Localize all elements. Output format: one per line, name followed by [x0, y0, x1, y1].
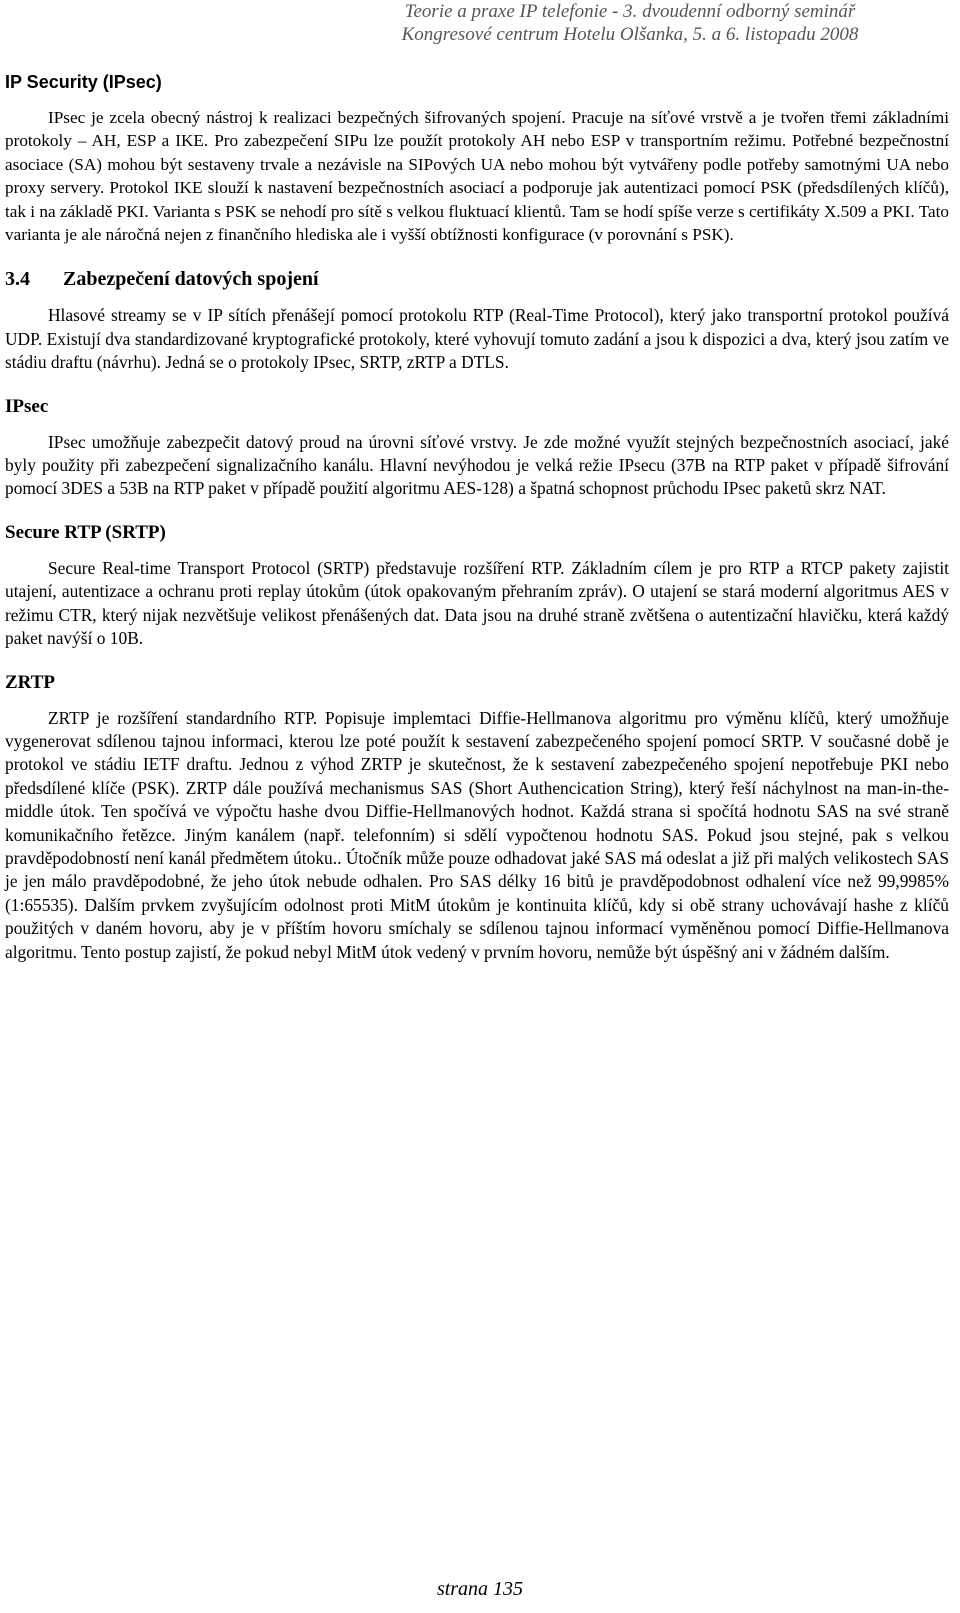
srtp-paragraph: Secure Real-time Transport Protocol (SRTP) představuje rozšíření RTP. Základním cílem je pro RTP a RTCP pakety zajistit utajení, autentizace a ochranu proti replay útokům (útok opakovaným přehraním zpráv). O utajení se stará moderní algoritmus AES v režimu CTR, který nijak nezvětšuje velikost přenášených dat. Data jsou na druhé straně zvětšena o autentizační hlavičku, která každý paket navýší o 10B. [5, 557, 949, 649]
chapter-number: 3.4 [5, 268, 30, 291]
chapter-paragraph: Hlasové streamy se v IP sítích přenášejí pomocí protokolu RTP (Real-Time Protocol), který jako transportní protokol používá UDP. Existují dva standardizované kryptografické protokoly, které vyhovují tomuto zadání a jsou k dispozici a dva, který jsou zatím ve stádiu draftu (návrhu). Jedná se o protokoly IPsec, SRTP, zRTP a DTLS. [5, 305, 949, 373]
zrtp-paragraph: ZRTP je rozšíření standardního RTP. Popisuje implemtaci Diffie-Hellmanova algoritmu pro výměnu klíčů, který umožňuje vygenerovat sdílenou tajnou informaci, kterou lze poté použít k sestavení zabezpečeného spojení pomocí SRTP. V současné době je protokol ve stádiu IETF draftu. Jednou z výhod ZRTP je skutečnost, že k sestavení zabezpečeného spojení nepotřebuje PKI nebo předsdílené klíče (PSK). ZRTP dále používá mechanismus SAS (Short Authencication String), který řeší náchylnost na man-in-the-middle útok. Ten spočívá ve výpočtu hashe dvou Diffie-Hellmanových hodnot. Každá strana si spočítá hodnotu SAS na své straně komunikačního řetězce. Jiným kanálem (např. telefonním) si sdělí vypočtenou hodnotu SAS. Pokud jsou stejné, pak s velkou pravděpodobností není kanál předmětem útoku.. Útočník může pouze odhadovat jaké SAS má odeslat a již při malých velikostech SAS je jen málo pravděpodobné, že jeho útok nebude odhalen. Pro SAS délky 16 bitů je pravděpodobnost odhalení více než 99,9985% (1:65535). Dalším prvkem zvyšujícím odolnost proti MitM útokům je kontinuita klíčů, kdy si obě strany uchovávají hashe z klíčů použitých v daném hovoru, aby je v příštím hovoru smíchaly se sdílenou tajnou informací vyměněnou pomocí Diffie-Hellmanova algoritmu. Tento postup zajistí, že pokud nebyl MitM útok vedený v prvním hovoru, nemůže být úspěšný ani v žádném dalším. [5, 707, 949, 962]
running-header [330, 0, 930, 46]
ipsec-intro-heading: IP Security (IPsec) [5, 72, 162, 92]
document-body [5, 70, 949, 964]
ipsec-heading: IPsec [5, 395, 49, 417]
chapter-heading [5, 266, 949, 292]
header-venue-date: Kongresové centrum Hotelu Olšanka, 5. a 6. listopadu 2008 [401, 24, 859, 45]
ipsec-intro-paragraph: IPsec je zcela obecný nástroj k realizaci bezpečných šifrovaných spojení. Pracuje na síťové vrstvě a je tvořen třemi základními protokoly – AH, ESP a IKE. Pro zabezpečení SIPu lze použít protokoly AH nebo ESP v transportním režimu. Potřebné bezpečnostní asociace (SA) mohou být sestaveny trvale a nezávisle na SIPových UA nebo mohou být vytvářeny podle potřeby samotnými UA nebo proxy servery. Protokol IKE slouží k nastavení bezpečnostních asociací a podporuje jak autentizaci pomocí PSK (předsdílených klíčů), tak i na základě PKI. Varianta s PSK se nehodí pro sítě s velkou fluktuací klientů. Tam se hodí spíše verze s certifikáty X.509 a PKI. Tato varianta je ale náročná nejen z finančního hlediska ale i vyšší obtížnosti konfigurace (v porovnání s PSK). [5, 108, 949, 245]
header-seminar-title: Teorie a praxe IP telefonie - 3. dvoudenní odborný seminář [404, 1, 856, 22]
srtp-heading: Secure RTP (SRTP) [5, 521, 166, 543]
chapter-title: Zabezpečení datových spojení [63, 268, 319, 291]
page-number: strana 135 [436, 1578, 524, 1600]
ipsec-paragraph: IPsec umožňuje zabezpečit datový proud na úrovni síťové vrstvy. Je zde možné využít stejných bezpečnostních asociací, jaké byly použity při zabezpečení signalizačního kanálu. Hlavní nevýhodou je velká režie IPsecu (37B na RTP paket v případě šifrování pomocí 3DES a 53B na RTP paket v případě použití algoritmu AES-128) a špatná schopnost průchodu IPsec paketů skrz NAT. [5, 431, 949, 499]
zrtp-heading: ZRTP [5, 671, 56, 693]
